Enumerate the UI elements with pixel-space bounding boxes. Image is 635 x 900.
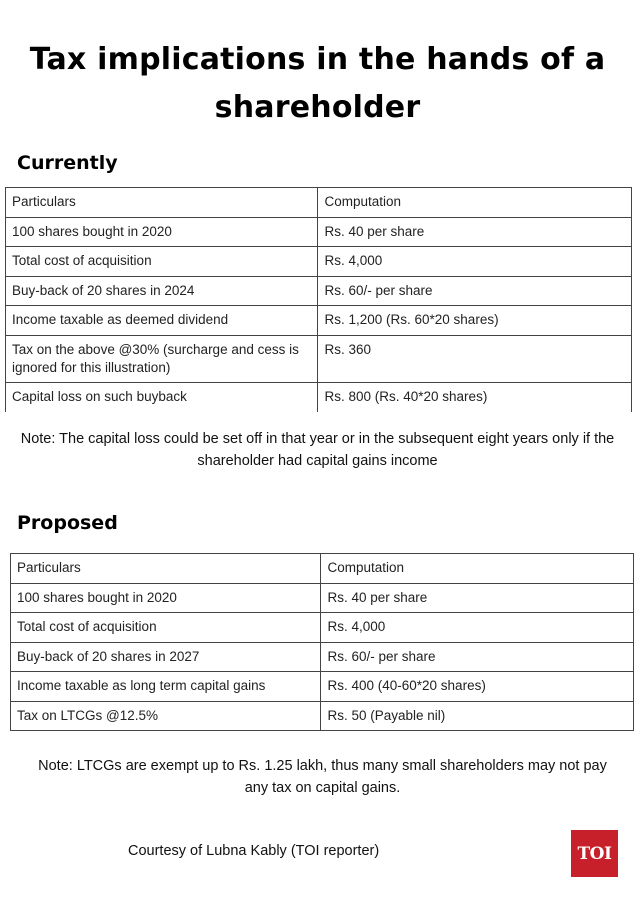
proposed-note: Note: LTCGs are exempt up to Rs. 1.25 lakh, thus many small shareholders may not pay any tax on capital gains.	[38, 758, 607, 796]
cell-computation: Rs. 400 (40-60*20 shares)	[321, 672, 634, 702]
table-row	[6, 277, 632, 306]
column-header-particulars: Particulars	[6, 188, 318, 218]
table-row	[11, 613, 634, 643]
table-header-row	[6, 188, 632, 218]
table-row	[6, 247, 632, 277]
section-heading-proposed: Proposed	[17, 512, 118, 534]
cell-particulars: Income taxable as long term capital gains	[11, 672, 321, 702]
table-row	[6, 306, 632, 336]
cell-computation: Rs. 60/- per share	[318, 277, 632, 306]
cell-particulars: Income taxable as deemed dividend	[6, 306, 318, 336]
column-header-particulars: Particulars	[11, 554, 321, 584]
column-header-computation: Computation	[318, 188, 632, 218]
cell-particulars: 100 shares bought in 2020	[6, 218, 318, 247]
courtesy-credit: Courtesy of Lubna Kably (TOI reporter)	[128, 843, 380, 859]
table-row	[11, 702, 634, 731]
page-title: Tax implications in the hands of a shareholder	[29, 42, 606, 125]
cell-computation: Rs. 60/- per share	[321, 643, 634, 672]
section-heading-currently: Currently	[17, 152, 118, 174]
table-row	[11, 584, 634, 613]
toi-logo: TOI	[571, 830, 618, 877]
cell-particulars: Tax on the above @30% (surcharge and cess is ignored for this illustration)	[6, 336, 318, 383]
cell-computation: Rs. 4,000	[321, 613, 634, 643]
column-header-computation: Computation	[321, 554, 634, 584]
proposed-table	[10, 553, 634, 731]
cell-computation: Rs. 50 (Payable nil)	[321, 702, 634, 731]
currently-note: Note: The capital loss could be set off in that year or in the subsequent eight years only if the shareholder had capital gains income	[20, 431, 615, 469]
cell-particulars: Buy-back of 20 shares in 2027	[11, 643, 321, 672]
cell-particulars: Buy-back of 20 shares in 2024	[6, 277, 318, 306]
table-row	[6, 383, 632, 412]
cell-particulars: Total cost of acquisition	[6, 247, 318, 277]
table-header-row	[11, 554, 634, 584]
cell-particulars: Tax on LTCGs @12.5%	[11, 702, 321, 731]
cell-particulars: 100 shares bought in 2020	[11, 584, 321, 613]
table-row	[11, 672, 634, 702]
table-row	[6, 218, 632, 247]
cell-computation: Rs. 40 per share	[318, 218, 632, 247]
cell-computation: Rs. 40 per share	[321, 584, 634, 613]
table-row	[11, 643, 634, 672]
cell-computation: Rs. 1,200 (Rs. 60*20 shares)	[318, 306, 632, 336]
cell-computation: Rs. 4,000	[318, 247, 632, 277]
table-row	[6, 336, 632, 383]
cell-computation: Rs. 800 (Rs. 40*20 shares)	[318, 383, 632, 412]
cell-particulars: Total cost of acquisition	[11, 613, 321, 643]
cell-computation: Rs. 360	[318, 336, 632, 383]
currently-table	[5, 187, 632, 412]
cell-particulars: Capital loss on such buyback	[6, 383, 318, 412]
